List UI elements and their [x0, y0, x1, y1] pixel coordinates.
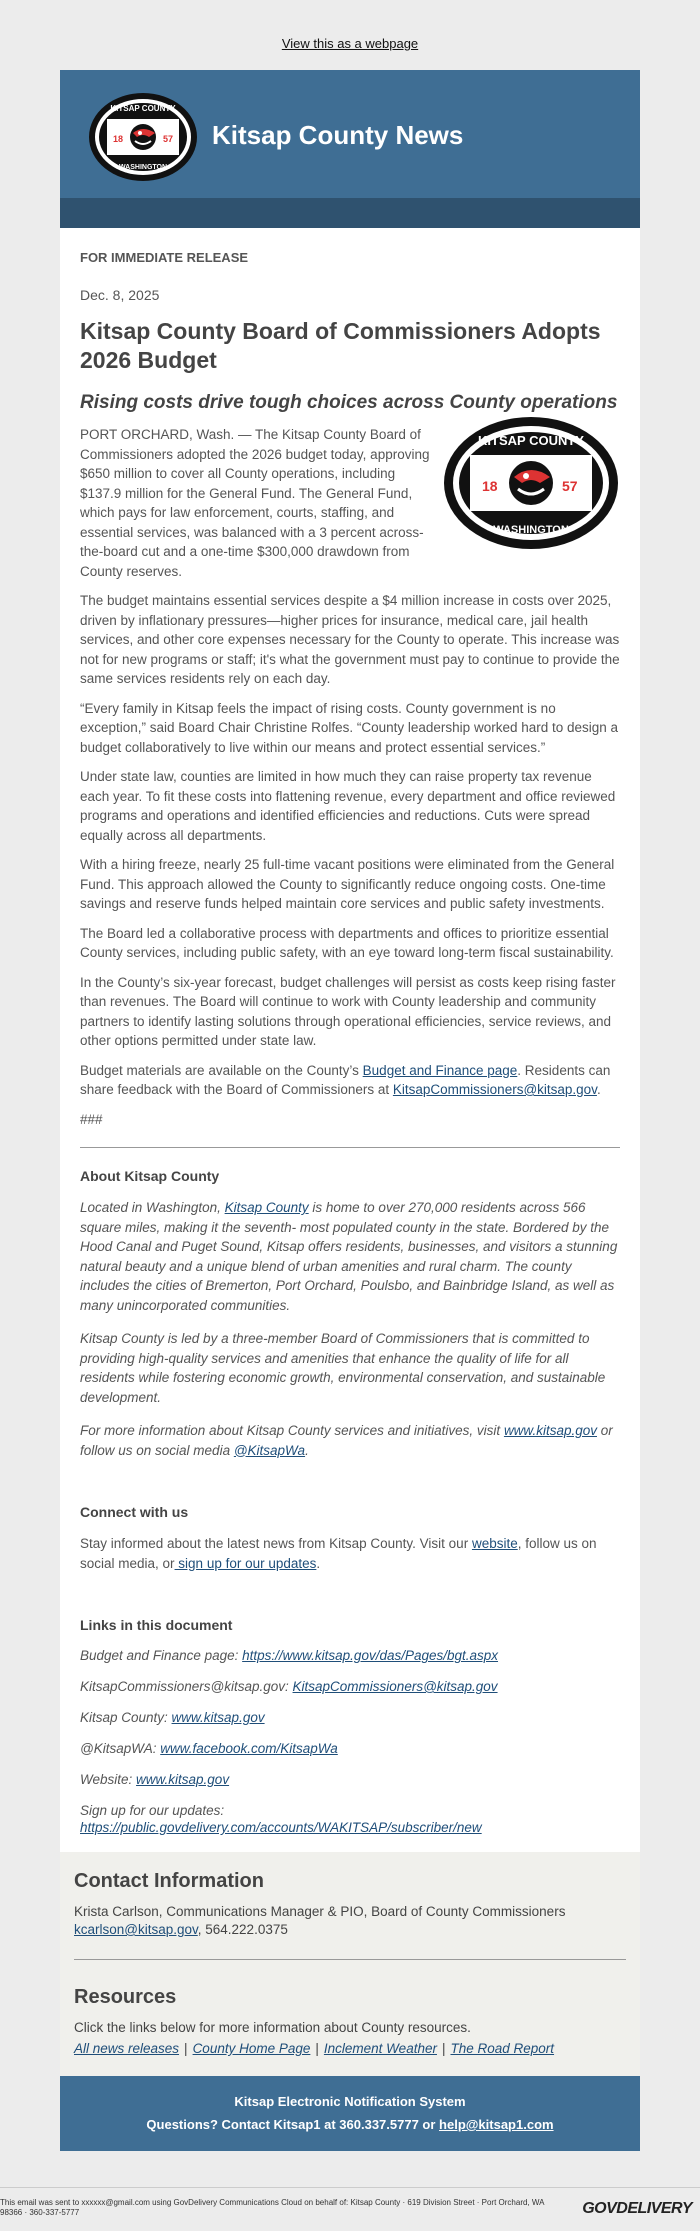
link-item-label: @KitsapWA:: [80, 1741, 161, 1756]
link-item: [80, 1709, 620, 1726]
notification-footer: [60, 2076, 640, 2151]
link-item: [80, 1740, 620, 1757]
connect-text: , follow us on social media, or: [80, 1536, 597, 1571]
link-item: [80, 1647, 620, 1664]
view-webpage-link[interactable]: View this as a webpage: [281, 36, 419, 51]
all-news-releases-link[interactable]: All news releases: [74, 2041, 180, 2056]
link-separator: |: [184, 2041, 188, 2056]
release-subtitle: Rising costs drive tough choices across County operations: [80, 392, 618, 413]
release-paragraph: The budget maintains essential services despite a $4 million increase in costs over 2025, driven by inflationary pressures—higher prices for insurance, medical care, jail health services, and other core expenses necessary for the County to operate. This increase was not for new programs or staff; it's what the government must pay to continue to provide the same services residents rely on each day.: [80, 593, 620, 686]
about-text: is home to over 270,000 residents across 566 square miles, making it the seventh- most populated county in the state. Bordered by the Hood Canal and Puget Sound, Kitsap offers residents, businesses, and visitors a stunning natural beauty and a unique blend of urban amenities and rural charm. The county includes the cities of Bremerton, Port Orchard, Poulsbo, and Bainbridge Island, as well as many unincorporated communities.: [80, 1200, 618, 1313]
road-report-link[interactable]: The Road Report: [450, 2041, 555, 2056]
header-band: [60, 198, 640, 228]
link-item-label: KitsapCommissioners@kitsap.gov:: [80, 1679, 293, 1694]
link-item-label: Website:: [80, 1772, 137, 1787]
about-paragraph: Kitsap County is led by a three-member Board of Commissioners that is committed to providing high-quality services and amenities that enhance the quality of life for all residents while fostering economic growth, environmental conservation, and sustainable development.: [80, 1331, 606, 1405]
link-item-url[interactable]: www.kitsap.gov: [171, 1710, 265, 1725]
budget-finance-link[interactable]: Budget and Finance page: [362, 1062, 518, 1078]
materials-text: .: [596, 1082, 601, 1097]
link-item-label: Sign up for our updates:: [80, 1803, 225, 1818]
link-item-url[interactable]: www.kitsap.gov: [136, 1772, 230, 1787]
govdelivery-footer: [0, 2187, 700, 2231]
link-item-url[interactable]: KitsapCommissioners@kitsap.gov: [292, 1679, 498, 1694]
contact-email-link[interactable]: kcarlson@kitsap.gov: [74, 1922, 198, 1937]
materials-text: Budget materials are available on the County’s: [80, 1062, 363, 1078]
budget-materials-paragraph: [80, 1061, 620, 1100]
release-date: Dec. 8, 2025: [80, 287, 160, 303]
connect-paragraph: [80, 1534, 620, 1573]
email-container: [60, 70, 640, 2151]
release-label: FOR IMMEDIATE RELEASE: [80, 250, 249, 265]
release-paragraph: “Every family in Kitsap feels the impact of rising costs. County government is no exception,” said Board Chair Christine Rolfes. “County leadership worked hard to design a budget collaboratively to live within our means and protect essential services.”: [80, 700, 619, 755]
link-item: [80, 1678, 620, 1695]
release-paragraph: In the County’s six-year forecast, budget challenges will persist as costs keep rising faster than revenues. The Board will continue to work with County leadership and community partners to identify lasting solutions through operational efficiencies, service reviews, and other options permitted under state law.: [80, 974, 616, 1048]
inclement-weather-link[interactable]: Inclement Weather: [323, 2041, 437, 2056]
kitsap-gov-link[interactable]: www.kitsap.gov: [503, 1423, 597, 1438]
newsletter-title: Kitsap County News: [212, 120, 464, 150]
release-paragraph: With a hiring freeze, nearly 25 full-time vacant positions were eliminated from the General Fund. This approach allowed the County to significantly reduce ongoing costs. One-time savings and reserve funds helped maintain core services and public safety investments.: [80, 857, 615, 911]
link-item-url[interactable]: https://www.kitsap.gov/das/Pages/bgt.aspx: [242, 1648, 499, 1663]
about-text: or follow us on social media: [80, 1423, 613, 1458]
link-separator: |: [315, 2041, 319, 2056]
contact-heading: Contact Information: [74, 1870, 264, 1892]
seal-large-top-text: KITSAP COUNTY: [478, 433, 584, 448]
contact-details: [74, 1903, 626, 1939]
govdelivery-logo[interactable]: GOVDELIVERY: [582, 2200, 692, 2217]
link-item-label: Kitsap County:: [80, 1710, 172, 1725]
help-email-link[interactable]: help@kitsap1.com: [439, 2117, 554, 2132]
contact-name: Krista Carlson, Communications Manager & PIO, Board of County Commissioners: [74, 1904, 566, 1919]
connect-section: [80, 1504, 620, 1573]
release-title: Kitsap County Board of Commissioners Adopts 2026 Budget: [80, 318, 601, 373]
seal-large-left-number: 18: [482, 478, 498, 494]
link-item-url[interactable]: https://public.govdelivery.com/accounts/WAKITSAP/subscriber/new: [80, 1820, 482, 1835]
website-link[interactable]: website: [471, 1536, 518, 1551]
connect-text: Stay informed about the latest news from Kitsap County. Visit our: [80, 1536, 472, 1551]
about-text: Located in Washington,: [80, 1200, 225, 1215]
links-section: [80, 1617, 620, 1836]
seal-large-right-number: 57: [562, 478, 578, 494]
link-item-url[interactable]: www.facebook.com/KitsapWa: [160, 1741, 338, 1756]
section-divider: [80, 1147, 620, 1148]
resources-heading: Resources: [74, 1986, 177, 2008]
about-paragraph: [80, 1198, 620, 1315]
link-separator: |: [441, 2041, 446, 2056]
contact-divider: [74, 1959, 626, 1960]
kitsap-county-link[interactable]: Kitsap County: [224, 1200, 309, 1215]
connect-text: .: [316, 1555, 321, 1571]
link-item: [80, 1771, 620, 1788]
contact-phone: , 564.222.0375: [197, 1922, 288, 1937]
release-paragraph: Under state law, counties are limited in how much they can raise property tax revenue each year. To fit these costs into flattening revenue, every department and office reviewed programs and operations and identified efficiencies and reductions. Cuts were spread equally across all departments.: [80, 769, 616, 843]
seal-large-bottom-text: WASHINGTON: [493, 524, 569, 536]
release-paragraph: The Board led a collaborative process with departments and offices to prioritize essential County services, including public safety, with an eye toward long-term fiscal sustainability.: [80, 925, 614, 960]
commissioners-email-link[interactable]: KitsapCommissioners@kitsap.gov: [392, 1082, 597, 1097]
signup-link[interactable]: sign up for our updates: [174, 1555, 317, 1571]
footer-contact: [60, 2113, 640, 2136]
links-heading: Links in this document: [80, 1617, 233, 1633]
about-heading: About Kitsap County: [80, 1168, 220, 1184]
resources-links: [74, 2041, 626, 2056]
about-text: For more information about Kitsap County services and initiatives, visit: [80, 1423, 504, 1438]
end-mark: ###: [80, 1111, 103, 1127]
seal-bottom-text: WASHINGTON: [118, 164, 168, 171]
kitsap-county-seal-icon: [87, 91, 199, 183]
footer-contact-text: Questions? Contact Kitsap1 at 360.337.5777 or: [146, 2117, 440, 2132]
about-text: .: [305, 1442, 309, 1458]
link-item-label: Budget and Finance page:: [80, 1648, 243, 1663]
seal-left-number: 18: [113, 134, 124, 144]
contact-resources-panel: [60, 1852, 640, 2076]
release-paragraph: PORT ORCHARD, Wash. — The Kitsap County Board of Commissioners adopted the 2026 budget today, approving $650 million to cover all County operations, including $137.9 million for the General Fund. The General Fund, which pays for law enforcement, courts, staffing, and essential services, was balanced with a 3 percent across-the-board cut and a one-time $300,000 drawdown from County reserves.: [80, 427, 430, 579]
header-banner: [60, 70, 640, 228]
govdelivery-disclaimer: This email was sent to xxxxxx@gmail.com using GovDelivery Communications Cloud on behalf of: Kitsap County · 619 Division Street · Port Orchard, WA 98366 · 360-337-5777: [0, 2198, 545, 2217]
county-home-page-link[interactable]: County Home Page: [192, 2041, 311, 2056]
link-item: [80, 1802, 620, 1836]
resources-intro: Click the links below for more information about County resources.: [74, 2020, 471, 2035]
kitsapwa-social-link[interactable]: @KitsapWa: [233, 1442, 306, 1458]
about-paragraph: [80, 1421, 620, 1460]
connect-heading: Connect with us: [80, 1504, 189, 1520]
seal-right-number: 57: [163, 134, 174, 144]
kitsap-county-seal-large-icon: [442, 415, 620, 551]
press-release-body: [60, 228, 640, 1852]
footer-title: Kitsap Electronic Notification System: [234, 2094, 466, 2109]
seal-top-text: KITSAP COUNTY: [110, 104, 176, 113]
materials-text: . Residents can share feedback with the Board of Commissioners at: [80, 1062, 611, 1097]
view-webpage-bar: [0, 0, 700, 70]
